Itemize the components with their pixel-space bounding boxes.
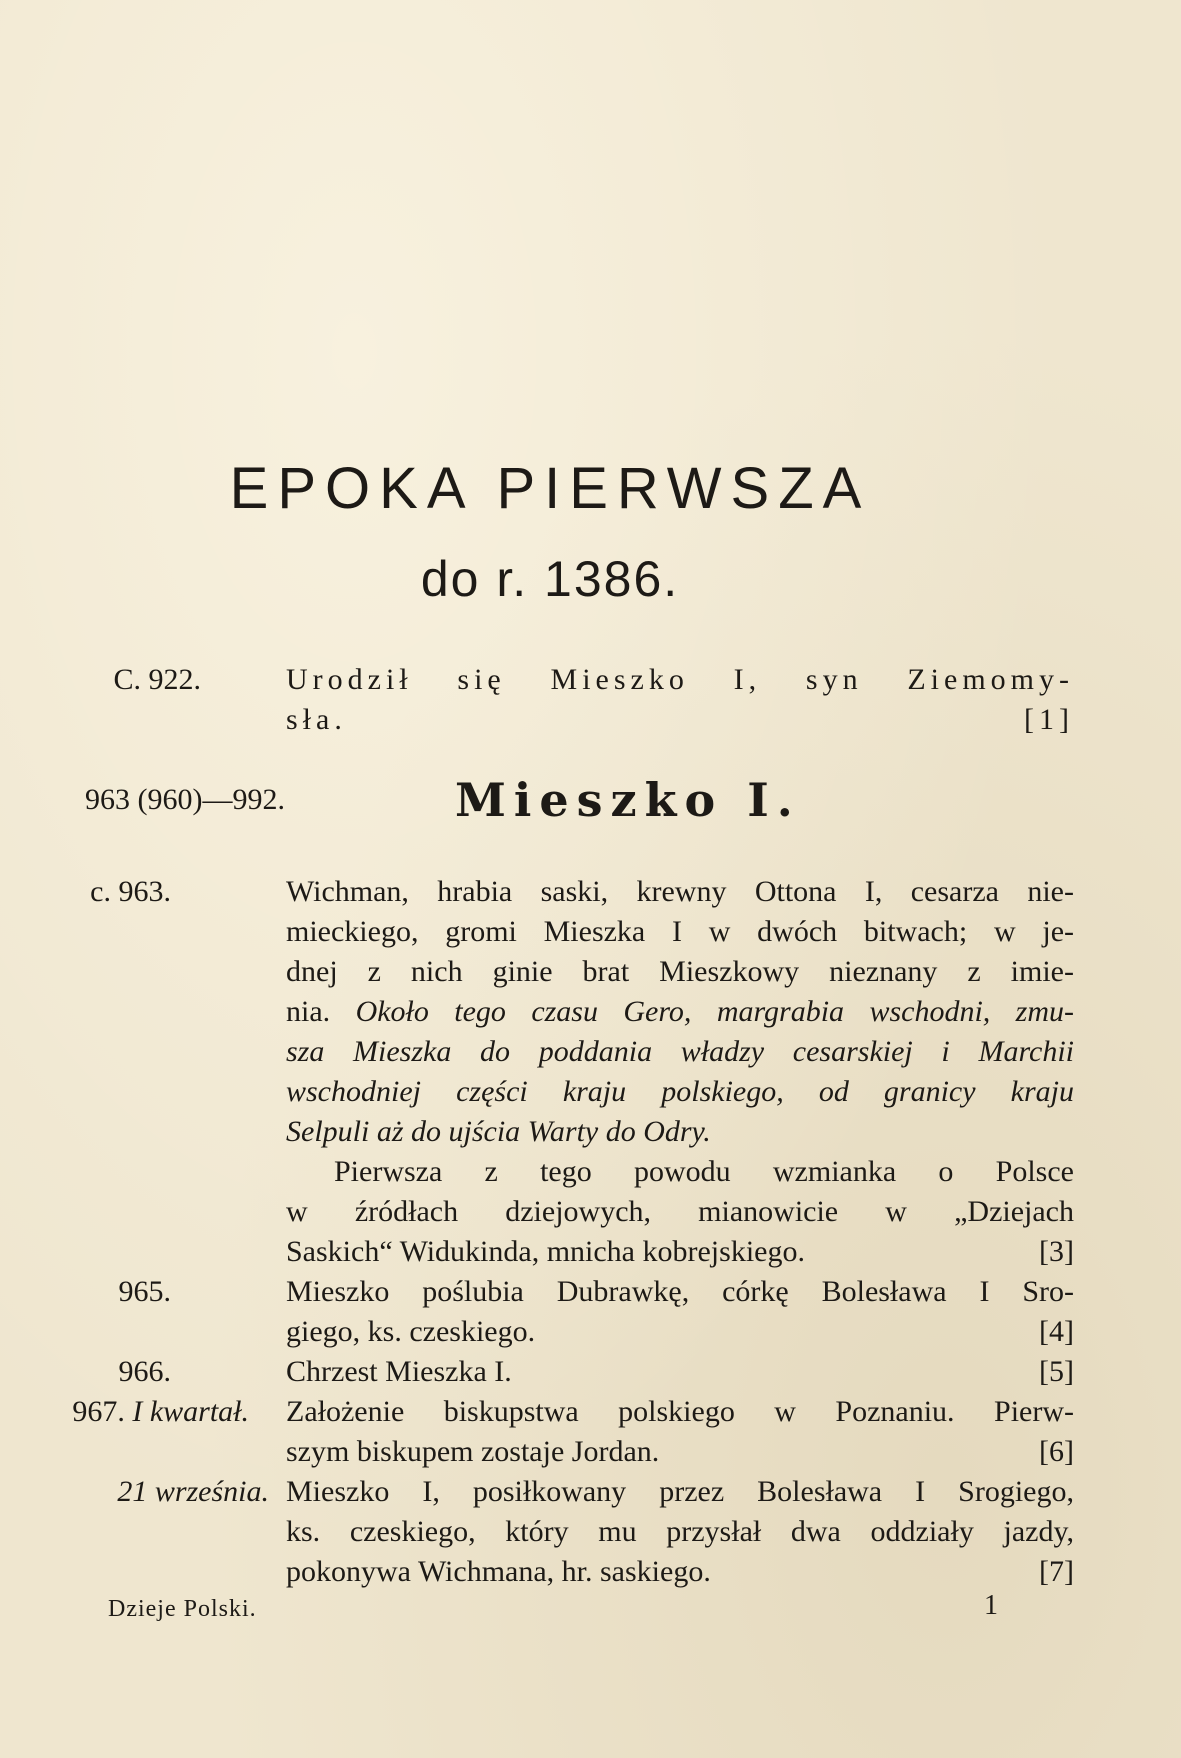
- footnote-ref: [4]: [1039, 1315, 1074, 1348]
- entry-text: [286, 660, 1074, 740]
- footnote-ref: [1]: [1024, 703, 1074, 736]
- signature-mark: 1: [984, 1590, 998, 1621]
- entry-line: [286, 1552, 1074, 1592]
- entry-line: Pierwsza z tego powodu wzmianka o Polsce: [334, 1155, 1074, 1188]
- entry-line: Założenie biskupstwa polskiego w Poznaniu. Pierw-: [286, 1395, 1074, 1428]
- entry-line-italic: Około tego czasu Gero, margrabia wschodni, zmu-: [355, 995, 1075, 1028]
- footnote-ref: [7]: [1039, 1555, 1074, 1588]
- reign-dates: 963 (960)—992.: [85, 783, 285, 816]
- entry-line-text: szym biskupem zostaje Jordan.: [286, 1435, 660, 1468]
- entry-text: [286, 1472, 1074, 1592]
- entry-line-text: sła.: [286, 703, 347, 736]
- entry-line: ks. czeskiego, który mu przysłał dwa oddziały jazdy,: [286, 1515, 1074, 1548]
- entry-line-text: giego, ks. czeskiego.: [286, 1315, 536, 1348]
- footnote-ref: [5]: [1039, 1355, 1074, 1388]
- entry-date: [72, 1392, 249, 1432]
- entry-line: sza Mieszka do poddania władzy cesarskiej i Marchii: [286, 1035, 1074, 1068]
- entry-line: Wichman, hrabia saski, krewny Ottona I, cesarza nie-: [286, 875, 1074, 908]
- entry-line: [286, 1312, 1074, 1352]
- entry-text: [286, 1392, 1074, 1472]
- entry-line: wschodniej części kraju polskiego, od granicy kraju: [286, 1075, 1074, 1108]
- entry-date: 966.: [118, 1355, 171, 1388]
- entry-line: Urodził się Mieszko I, syn Ziemomy-: [286, 663, 1074, 696]
- entry-line: [286, 1352, 1074, 1392]
- entry-line-text: Saskich“ Widukinda, mnicha kobrejskiego.: [286, 1235, 805, 1268]
- entry-line: mieckiego, gromi Mieszka I w dwóch bitwach; w je-: [286, 915, 1074, 948]
- entry-text: [286, 1352, 1074, 1392]
- entry-line-text: Chrzest Mieszka I.: [286, 1355, 512, 1388]
- ruler-heading: Mieszko I.: [455, 773, 801, 827]
- entry-line-text: nia.: [286, 995, 331, 1028]
- entry-date: C. 922.: [113, 663, 201, 696]
- entry-line: [286, 1232, 1074, 1272]
- entry-date-year: 967.: [72, 1395, 133, 1428]
- book-title-footer: Dzieje Polski.: [108, 1596, 257, 1622]
- entry-date-qualifier: I kwartał.: [132, 1395, 249, 1428]
- entry-text: [286, 1272, 1074, 1352]
- epoch-subtitle: do r. 1386.: [420, 551, 680, 607]
- footnote-ref: [6]: [1039, 1435, 1074, 1468]
- entry-line: w źródłach dziejowych, mianowicie w „Dziejach: [286, 1195, 1074, 1228]
- entry-text: [286, 872, 1074, 1272]
- footnote-ref: [3]: [1039, 1235, 1074, 1268]
- entry-line: [286, 992, 1074, 1032]
- entry-line: [286, 1432, 1074, 1472]
- entry-date: 21 września.: [117, 1475, 269, 1508]
- entry-date: c. 963.: [90, 875, 171, 908]
- entry-line-text: pokonywa Wichmana, hr. saskiego.: [286, 1555, 711, 1588]
- entry-line: [286, 700, 1074, 740]
- entry-date: 965.: [118, 1275, 171, 1308]
- entry-line: Mieszko poślubia Dubrawkę, córkę Bolesława I Sro-: [286, 1275, 1074, 1308]
- entry-line: Mieszko I, posiłkowany przez Bolesława I Srogiego,: [286, 1475, 1074, 1508]
- entry-line: Selpuli aż do ujścia Warty do Odry.: [286, 1115, 711, 1148]
- epoch-title: EPOKA PIERWSZA: [229, 456, 871, 521]
- entry-line: dnej z nich ginie brat Mieszkowy nieznany z imie-: [286, 955, 1074, 988]
